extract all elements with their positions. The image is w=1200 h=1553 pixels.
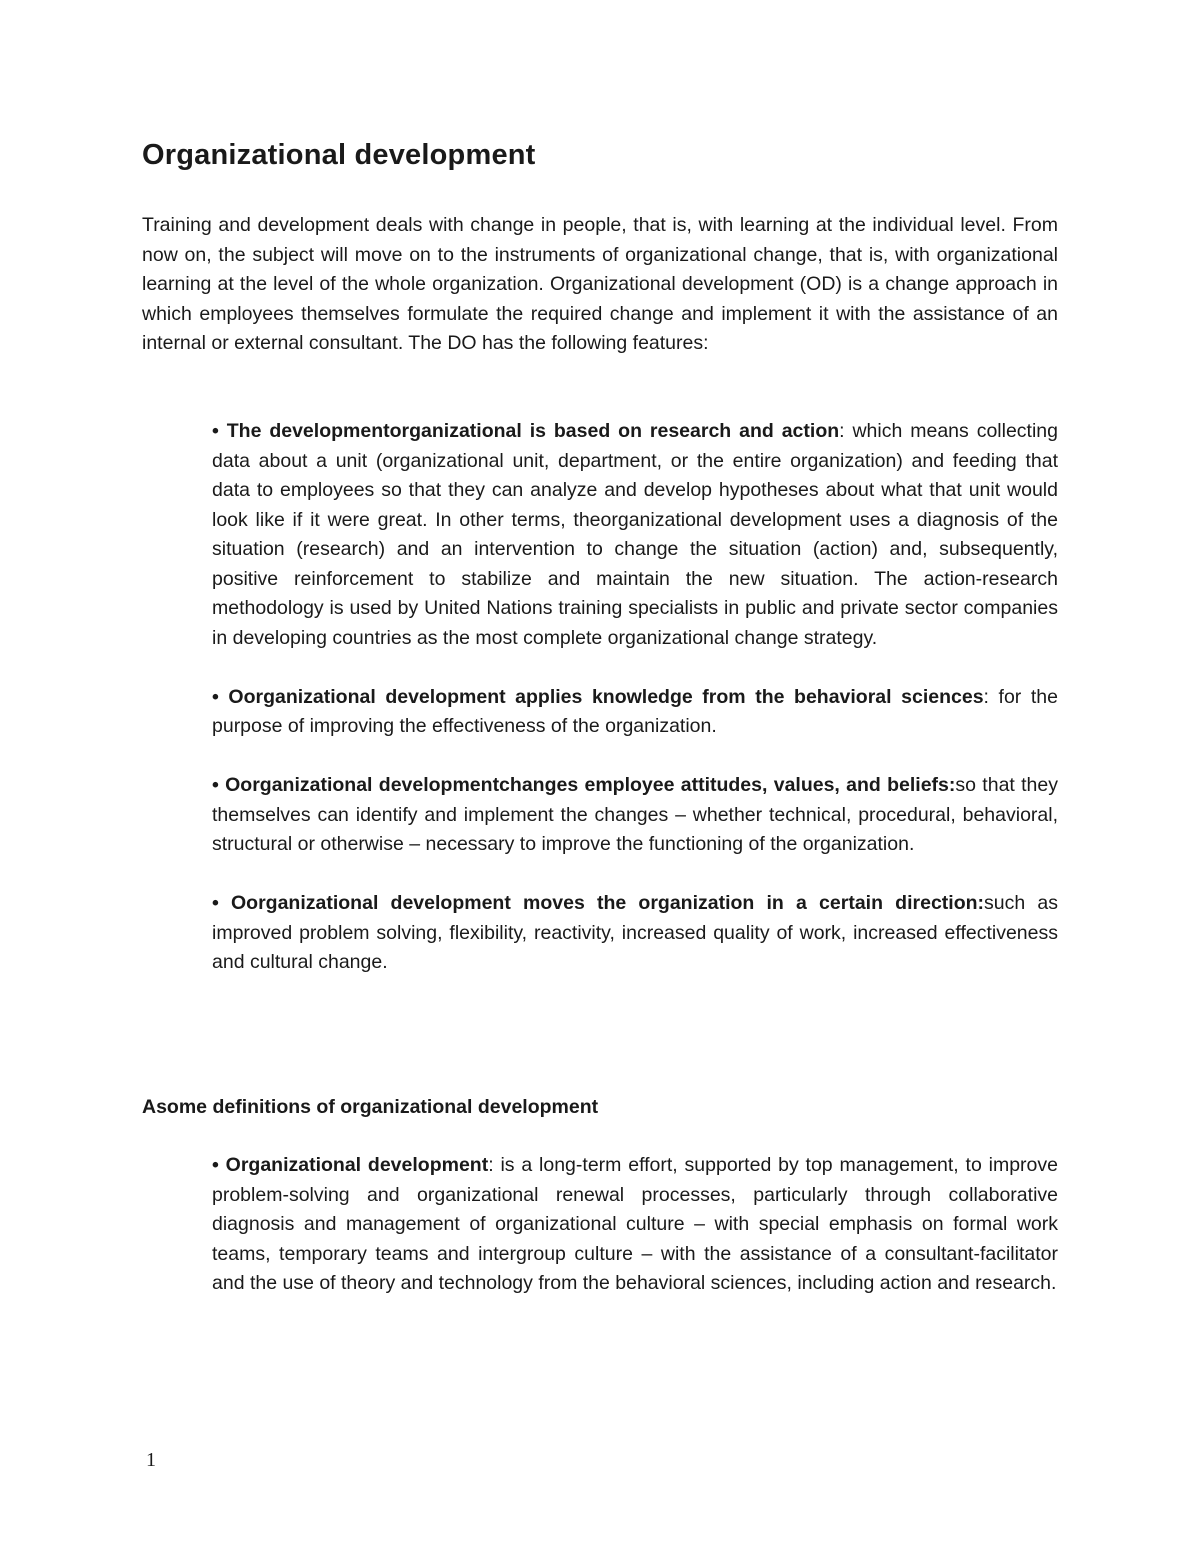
feature-item	[212, 683, 1058, 742]
definitions-heading: Asome definitions of organizational development	[142, 1096, 599, 1118]
feature-item-text: such as improved problem solving, flexibility, reactivity, increased quality of work, increased effectiveness and cultural change.	[212, 892, 1059, 973]
feature-item-text: : which means collecting data about a unit (organizational unit, department, or the entire organization) and feeding that data to employees so that they can analyze and develop hypotheses about what that unit would look like if it were great. In other terms, theorganizational development uses a diagnosis of the situation (research) and an intervention to change the situation (action) and, subsequently, positive reinforcement to stabilize and maintain the new situation. The action-research methodology is used by United Nations training specialists in public and private sector companies in developing countries as the most complete organizational change strategy.	[212, 420, 1058, 649]
feature-item-text: : for the purpose of improving the effectiveness of the organization.	[212, 685, 1058, 737]
feature-item-heading: • Oorganizational development moves the organization in a certain direction:	[212, 892, 985, 914]
feature-item-heading: • The developmentorganizational is based on research and action	[212, 420, 840, 442]
feature-item	[212, 417, 1058, 653]
intro-paragraph: Training and development deals with change in people, that is, with learning at the individual level. From now on, the subject will move on to the instruments of organizational change, that is, with organizational learning at the level of the whole organization. Organizational development (OD) is a change approach in which employees themselves formulate the required change and implement it with the assistance of an internal or external consultant. The DO has the following features:	[142, 214, 1058, 354]
page-title: Organizational development	[142, 139, 536, 171]
feature-item	[212, 889, 1058, 978]
definition-item-text: : is a long-term effort, supported by top management, to improve problem-solving and organizational renewal processes, particularly through collaborative diagnosis and management of organizational culture – with special emphasis on formal work teams, temporary teams and intergroup culture – with the assistance of a consultant-facilitator and the use of theory and technology from the behavioral sciences, including action and research.	[212, 1154, 1058, 1294]
definitions-list	[212, 1151, 1058, 1328]
definition-item-heading: • Organizational development	[212, 1154, 489, 1176]
feature-item-heading: • Oorganizational development applies knowledge from the behavioral sciences	[212, 685, 984, 708]
feature-item-heading: • Oorganizational developmentchanges employee attitudes, values, and beliefs:	[212, 774, 956, 796]
definition-item	[212, 1151, 1058, 1299]
features-list	[212, 417, 1058, 1007]
page-number: 1	[146, 1449, 156, 1471]
feature-item	[212, 771, 1058, 860]
feature-item-text: so that they themselves can identify and implement the changes – whether technical, procedural, behavioral, structural or otherwise – necessary to improve the functioning of the organization.	[212, 774, 1058, 855]
